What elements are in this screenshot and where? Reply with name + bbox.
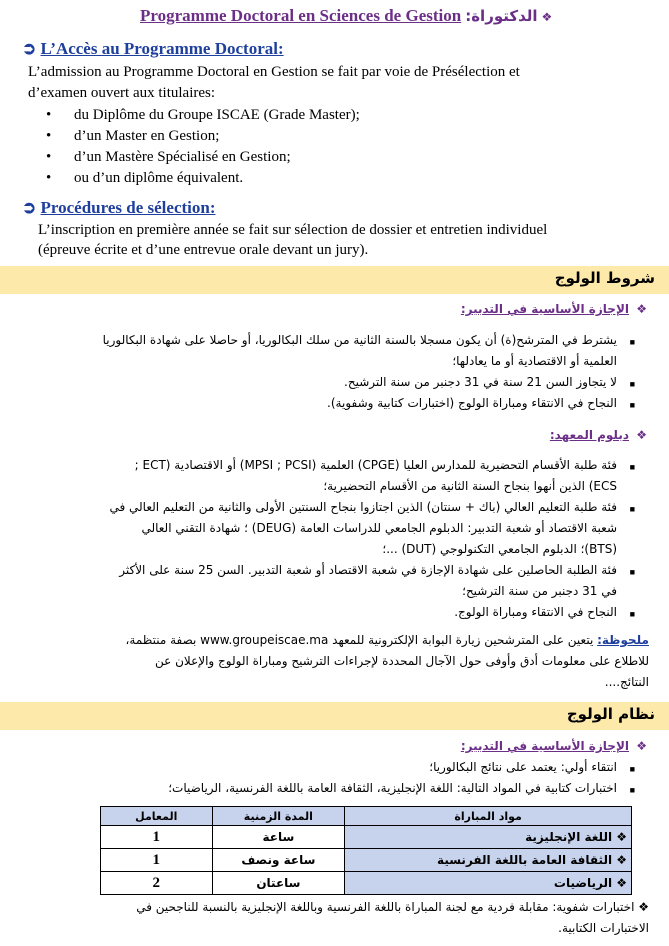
duration-cell: ساعة ونصف [212, 849, 345, 872]
diamond-icon: ❖ [541, 10, 553, 24]
procedures-heading [22, 198, 216, 218]
diploma-item-1b: ECS) الذين أنهوا بنجاح السنة الثانية من الأقسام التحضيرية؛ [323, 479, 617, 493]
procedures-heading-text: Procédures de sélection: [40, 198, 216, 217]
square-bullet-icon: ■ [629, 337, 635, 347]
admission-item-2: اختبارات كتابية في المواد التالية: اللغة الإنجليزية، الثقافة العامة باللغة الفرنسية، الرياضيات؛ [168, 781, 617, 795]
coef-cell: 1 [101, 849, 213, 872]
diploma-heading-text: دبلوم المعهد: [549, 428, 629, 442]
diploma-item-4: النجاح في الانتقاء ومباراة الولوج. [454, 605, 617, 619]
diamond-icon: ❖ [636, 739, 647, 753]
section-bar-conditions: شروط الولوج [0, 266, 669, 294]
note-line-2: للاطلاع على معلومات أدق وأوفى حول الآجال المحددة لإجراءات الترشيح ومباراة الولوج والإعلان عن [155, 654, 649, 668]
duration-cell: ساعة [212, 826, 345, 849]
admission-licence-heading [636, 736, 647, 757]
square-bullet-icon: ■ [629, 462, 635, 472]
arrow-circle-icon: ➲ [22, 198, 37, 217]
note-line-1: يتعين على المترشحين زيارة البوابة الإلكترونية للمعهد www.groupeiscae.ma بصفة منتظمة، [125, 633, 594, 647]
diploma-item-2b: شعبة الاقتصاد أو شعبة التدبير: الدبلوم الجامعي للدراسات العامة (DEUG) ؛ شهادة التقني العالي [141, 521, 617, 535]
licence-item-2: لا يتجاوز السن 21 سنة في 31 دجنبر من سنة الترشيح. [344, 375, 617, 389]
diamond-icon: ❖ [638, 900, 649, 914]
square-bullet-icon: ■ [629, 379, 635, 389]
arrow-circle-icon: ➲ [22, 39, 37, 58]
licence-item-1b: العلمية أو الاقتصادية أو ما يعادلها؛ [452, 354, 617, 368]
section-bar-admission: نظام الولوج [0, 702, 669, 730]
licence-item-1a: يشترط في المترشح(ة) أن يكون مسجلا بالسنة الثانية من سلك البكالوريا، أو حاصلا على شهادة البكالوريا [102, 333, 617, 347]
square-bullet-icon: ■ [629, 609, 635, 619]
diamond-icon: ❖ [636, 428, 647, 442]
note-label: ملحوظة: [597, 633, 649, 647]
admission-licence-heading-text: الإجازة الأساسية في التدبير: [460, 739, 629, 753]
licence-item-3: النجاح في الانتقاء ومباراة الولوج (اختبارات كتابية وشفوية). [327, 396, 617, 410]
licence-heading-text: الإجازة الأساسية في التدبير: [460, 302, 629, 316]
square-bullet-icon: ■ [629, 400, 635, 410]
title-ar: :الدكتوراة [465, 7, 538, 25]
note-line-3: النتائج.... [604, 675, 649, 689]
col-header-duration: المدة الزمنية [212, 807, 345, 826]
procedures-line-1: L’inscription en première année se fait sur sélection de dossier et entretien individuel [38, 222, 548, 238]
diploma-heading [636, 425, 647, 446]
title-fr: Programme Doctoral en Sciences de Gestion [140, 6, 462, 25]
coef-cell: 1 [101, 826, 213, 849]
oral-line-1: ❖ اختبارات شفوية: مقابلة فردية مع لجنة المباراة باللغة الفرنسية وباللغة الإنجليزية بالنسبة للناجحين في [136, 900, 649, 914]
access-para-1: L’admission au Programme Doctoral en Gestion se fait par voie de Présélection et [28, 64, 520, 80]
access-item: • du Diplôme du Groupe ISCAE (Grade Master); [48, 105, 360, 126]
table-row [101, 849, 632, 872]
access-para-2: d’examen ouvert aux titulaires: [28, 85, 216, 101]
exam-table [100, 806, 632, 895]
diploma-item-3a: فئة الطلبة الحاصلين على شهادة الإجازة في شعبة الاقتصاد أو شعبة التدبير. السن 25 سنة على الأكثر [119, 563, 617, 577]
square-bullet-icon: ■ [629, 504, 635, 514]
access-item: • ou d’un diplôme équivalent. [48, 168, 243, 189]
diploma-item-3b: في 31 دجنبر من سنة الترشيح؛ [462, 584, 617, 598]
note [19, 630, 649, 651]
admission-item-1: انتقاء أولي: يعتمد على نتائج البكالوريا؛ [429, 760, 617, 774]
diploma-item-2a: فئة طلبة التعليم العالي (باك + سنتان) الذين اجتازوا بنجاح السنتين الأولى والثانية من التعليم العالي في [109, 500, 617, 514]
diamond-icon: ❖ [612, 853, 627, 867]
square-bullet-icon: ■ [629, 567, 635, 577]
col-header-coefficient: المعامل [101, 807, 213, 826]
table-row [101, 826, 632, 849]
diamond-icon: ❖ [612, 876, 627, 890]
diamond-icon: ❖ [612, 830, 627, 844]
diploma-item-1a: فئة طلبة الأقسام التحضيرية للمدارس العليا (CPGE) العلمية (MPSI ; PCSI) أو الاقتصادية (ECT ; [134, 458, 617, 472]
subject-cell: ❖ الرياضيات [345, 872, 632, 895]
table-header-row [101, 807, 632, 826]
col-header-subject: مواد المباراة [345, 807, 632, 826]
access-heading [22, 39, 284, 59]
subject-cell: ❖ الثقافة العامة باللغة الفرنسية [345, 849, 632, 872]
diploma-item-2c: (BTS)؛ الدبلوم الجامعي التكنولوجي (DUT) ...؛ [382, 542, 617, 556]
diamond-icon: ❖ [636, 302, 647, 316]
oral-line-2: الاختبارات الكتابية. [558, 921, 649, 935]
duration-cell: ساعتان [212, 872, 345, 895]
square-bullet-icon: ■ [629, 785, 635, 795]
page-title [140, 6, 660, 30]
procedures-line-2: (épreuve écrite et d’une entrevue orale devant un jury). [38, 242, 369, 258]
subject-cell: ❖ اللغة الإنجليزية [345, 826, 632, 849]
access-item: • d’un Mastère Spécialisé en Gestion; [48, 147, 291, 168]
access-heading-text: L’Accès au Programme Doctoral: [40, 39, 284, 58]
coef-cell: 2 [101, 872, 213, 895]
access-item: • d’un Master en Gestion; [48, 126, 219, 147]
table-row [101, 872, 632, 895]
square-bullet-icon: ■ [629, 764, 635, 774]
